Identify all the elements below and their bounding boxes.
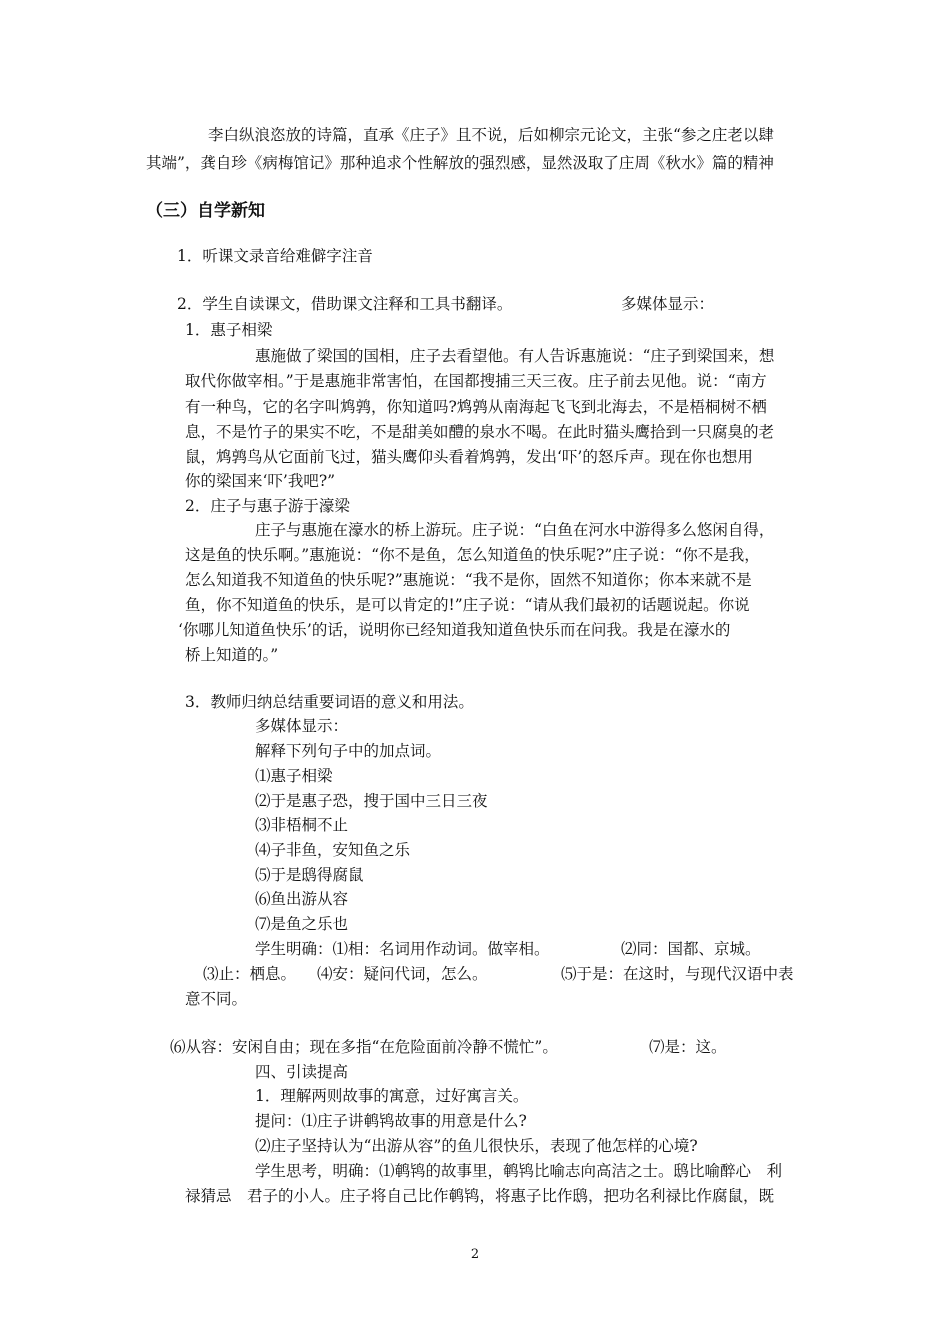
vocab-item: ⑴惠子相梁: [255, 767, 333, 785]
answer-para-line-1: 学生思考，明确：⑴鹌鸨的故事里，鹌鸨比喻志向高洁之士。鸱比喻醉心 利: [255, 1162, 783, 1180]
step-2-media-label: 多媒体显示：: [621, 295, 715, 313]
vocab-item: ⑷子非鱼，安知鱼之乐: [255, 841, 411, 859]
intro-line-1: 李白纵浪恣放的诗篇，直承《庄子》且不说，后如柳宗元论文，主张“参之庄老以肆: [208, 126, 774, 144]
story1-line: 息，不是竹子的果实不吃，不是甜美如醴的泉水不喝。在此时猫头鹰拾到一只腐臭的老: [185, 423, 775, 441]
answer-3: ⑶止：栖息。: [203, 965, 297, 983]
answer-5-cont: 意不同。: [185, 990, 248, 1008]
vocab-item: ⑺是鱼之乐也: [255, 915, 349, 933]
story1-line: 你的梁国来‘吓’我吧?”: [185, 472, 336, 490]
section-heading-self-study: （三）自学新知: [146, 201, 265, 221]
answer-1: 学生明确：⑴相：名词用作动词。做宰相。: [255, 940, 550, 958]
story1-line: 惠施做了梁国的国相，庄子去看望他。有人告诉惠施说：“庄子到梁国来，想: [255, 347, 775, 365]
story2-line: 怎么知道我不知道鱼的快乐呢?”惠施说：“我不是你，固然不知道你；你本来就不是: [185, 571, 752, 589]
story1-line: 鼠，鸩鹑鸟从它面前飞过，猫头鹰仰头看着鸩鹑，发出‘吓’的怒斥声。现在你也想用: [185, 448, 753, 466]
question-1: 提问：⑴庄子讲鹌鸨故事的用意是什么?: [255, 1112, 527, 1130]
step-1: 1．听课文录音给难僻字注音: [177, 247, 373, 265]
vocab-item: ⑹鱼出游从容: [255, 890, 349, 908]
vocab-item: ⑶非梧桐不止: [255, 816, 349, 834]
section-heading-guided-reading: 四、引读提高: [255, 1063, 349, 1081]
section4-step-1: 1．理解两则故事的寓意，过好寓言关。: [255, 1087, 529, 1105]
page-number: 2: [470, 1247, 480, 1262]
vocab-item: ⑸于是鸱得腐鼠: [255, 866, 364, 884]
answer-5: ⑸于是：在这时，与现代汉语中表: [561, 965, 794, 983]
step-3: 3．教师归纳总结重要词语的意义和用法。: [185, 693, 474, 711]
answer-2: ⑵同：国都、京城。: [621, 940, 761, 958]
step-2: 2．学生自读课文，借助课文注释和工具书翻译。: [177, 295, 513, 313]
story2-line: 桥上知道的。”: [185, 646, 279, 664]
answer-para-line-2: 禄猜忌 君子的小人。庄子将自己比作鹌鸨，将惠子比作鸱，把功名利禄比作腐鼠，既: [185, 1187, 775, 1205]
story1-line: 取代你做宰相。”于是惠施非常害怕，在国都搜捕三天三夜。庄子前去见他。说：“南方: [185, 372, 767, 390]
story2-title: 2．庄子与惠子游于濠梁: [185, 497, 350, 515]
vocab-item: ⑵于是惠子恐，搜于国中三日三夜: [255, 792, 488, 810]
story2-line: 庄子与惠施在濠水的桥上游玩。庄子说：“白鱼在河水中游得多么悠闲自得，: [255, 521, 775, 539]
story2-line: 鱼，你不知道鱼的快乐，是可以肯定的!”庄子说：“请从我们最初的话题说起。你说: [185, 596, 750, 614]
question-2: ⑵庄子坚持认为“出游从容”的鱼儿很快乐，表现了他怎样的心境?: [255, 1137, 698, 1155]
answer-7: ⑺是：这。: [649, 1038, 727, 1056]
story2-line: ‘你哪儿知道鱼快乐’的话，说明你已经知道我知道鱼快乐而在问我。我是在濠水的: [178, 621, 731, 639]
answer-4: ⑷安：疑问代词，怎么。: [317, 965, 488, 983]
intro-line-2: 其端”，龚自珍《病梅馆记》那种追求个性解放的强烈感，显然汲取了庄周《秋水》篇的精神: [146, 154, 774, 172]
story1-title: 1．惠子相梁: [185, 321, 273, 339]
story2-line: 这是鱼的快乐啊。”惠施说：“你不是鱼，怎么知道鱼的快乐呢?”庄子说：“你不是我，: [185, 546, 760, 564]
answer-6: ⑹从容：安闲自由；现在多指“在危险面前冷静不慌忙”。: [170, 1038, 558, 1056]
step-3-media-label: 多媒体显示：: [255, 717, 349, 735]
story1-line: 有一种鸟，它的名字叫鸩鹑，你知道吗?鸩鹑从南海起飞飞到北海去，不是梧桐树不栖: [185, 398, 767, 416]
step-3-prompt: 解释下列句子中的加点词。: [255, 742, 442, 760]
